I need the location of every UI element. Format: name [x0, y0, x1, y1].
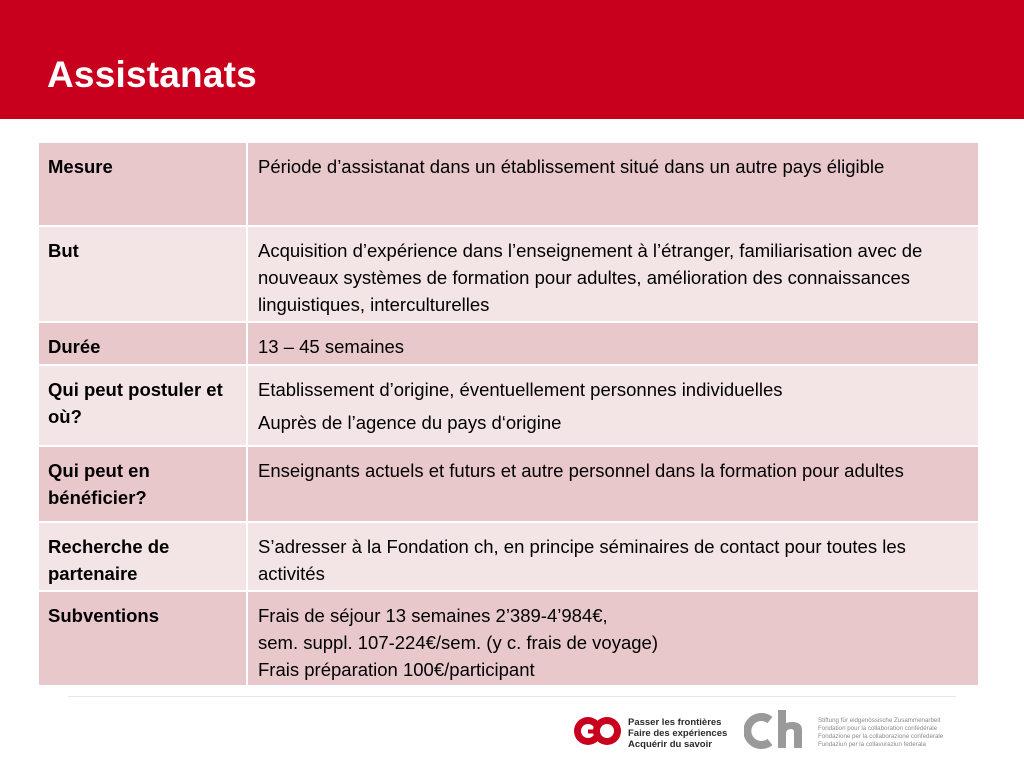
go-line: Passer les frontières	[628, 717, 722, 728]
value-paragraph: Etablissement d’origine, éventuellement personnes individuelles	[258, 379, 783, 400]
table-row	[38, 591, 979, 686]
go-line: Acquérir du savoir	[628, 739, 712, 750]
table-row	[38, 446, 979, 522]
row-label-qui-postuler: Qui peut postuler et où?	[38, 365, 247, 446]
row-label-qui-beneficier: Qui peut en bénéficier?	[38, 446, 247, 522]
row-value-qui-postuler	[247, 365, 979, 446]
value-line: Frais de séjour 13 semaines 2’389-4’984€,	[258, 605, 608, 626]
row-value-but: Acquisition d’expérience dans l’enseignement à l’étranger, familiarisation avec de nouveaux systèmes de formation pour adultes, amélioration des connaissances linguistiques, interculturelles	[247, 226, 979, 322]
title-bar	[0, 0, 1024, 119]
row-label-duree: Durée	[38, 322, 247, 365]
go-logo-text	[628, 717, 727, 750]
row-label-recherche: Recherche de partenaire	[38, 522, 247, 591]
row-value-qui-beneficier: Enseignants actuels et futurs et autre personnel dans la formation pour adultes	[247, 446, 979, 522]
ch-line: Fondation pour la collaboration confédérale	[818, 725, 938, 732]
row-value-duree: 13 – 45 semaines	[247, 322, 979, 365]
row-label-mesure: Mesure	[38, 142, 247, 226]
ch-logo-text	[818, 717, 943, 749]
value-line: sem. suppl. 107-224€/sem. (y c. frais de voyage)	[258, 632, 658, 653]
footer-divider	[68, 696, 956, 697]
go-line: Faire des expériences	[628, 728, 728, 739]
ch-line: Stiftung für eidgenössische Zusammenarbeit	[818, 717, 941, 724]
ch-logo-icon	[744, 708, 810, 750]
info-table	[37, 141, 980, 687]
row-value-subventions	[247, 591, 979, 686]
row-value-mesure: Période d’assistanat dans un établissement situé dans un autre pays éligible	[247, 142, 979, 226]
row-value-recherche: S’adresser à la Fondation ch, en principe séminaires de contact pour toutes les activités	[247, 522, 979, 591]
table-row	[38, 322, 979, 365]
table-row	[38, 226, 979, 322]
value-line: Frais préparation 100€/participant	[258, 659, 535, 680]
value-paragraph: Auprès de l’agence du pays d‘origine	[258, 412, 562, 433]
ch-line: Fondazione per la collaborazione confederale	[818, 733, 944, 740]
row-label-subventions: Subventions	[38, 591, 247, 686]
page-title: Assistanats	[47, 54, 257, 95]
table-row	[38, 365, 979, 446]
go-logo-icon	[572, 713, 622, 749]
row-label-but: But	[38, 226, 247, 322]
ch-line: Fundaziun per la collavuraziun federala	[818, 741, 927, 748]
table-row	[38, 522, 979, 591]
table-row	[38, 142, 979, 226]
